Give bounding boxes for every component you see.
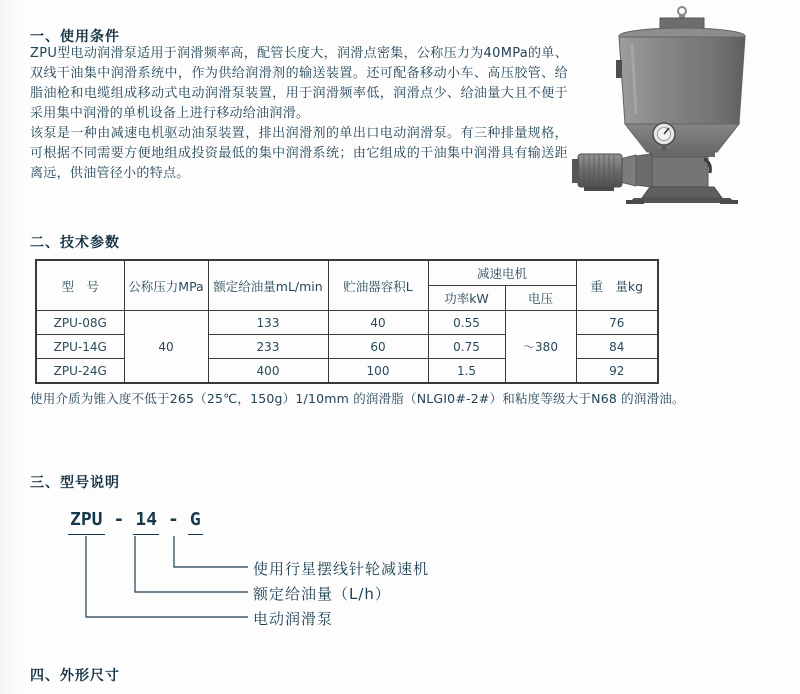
pump-hopper-cone: [625, 124, 739, 152]
connector-line-flow: [135, 536, 248, 592]
cell-model: ZPU-08G: [36, 311, 124, 335]
cell-power: 0.75: [428, 335, 505, 359]
cell-power: 0.55: [428, 311, 505, 335]
cell-flow: 400: [208, 359, 328, 384]
table-header-row-1: [36, 260, 658, 286]
motor-foot: [584, 187, 614, 191]
col-header-reservoir: 贮油器容积L: [328, 260, 428, 311]
pump-pedestal: [642, 187, 722, 198]
col-header-flow: 额定给油量mL/min: [208, 260, 328, 311]
section2-title: 二、技术参数: [30, 235, 120, 251]
cell-voltage: ～380: [505, 311, 576, 384]
motor-cooling-fins: [584, 155, 614, 186]
cell-flow: 233: [208, 335, 328, 359]
pump-gearbox: [636, 154, 652, 187]
pressure-gauge-stem: [662, 145, 666, 151]
pump-body-column: [652, 157, 708, 187]
base-foot-right: [720, 200, 738, 204]
col-header-voltage: 电压: [505, 286, 576, 311]
section3-title: 三、型号说明: [30, 475, 120, 491]
col-header-model: 型 号: [36, 260, 124, 311]
pump-reservoir-barrel: [619, 37, 745, 124]
technical-parameters-table: [35, 259, 659, 384]
section1-body: [30, 44, 568, 184]
col-header-pressure: 公称压力MPa: [124, 260, 208, 311]
model-label-reducer: 使用行星摆线针轮减速机: [253, 560, 430, 578]
section1-paragraph-1: ZPU型电动润滑泵适用于润滑频率高，配管长度大，润滑点密集，公称压力为40MPa的单、双线干油集中润滑系统中，作为供给润滑剂的输送装置。还可配备移动小车、高压胶管、给脂油枪和电缆组成移动式电动润滑泵装置，用于润滑频率低，润滑点少、给油量大且不便于采用集中润滑的单机设备上进行移动给油润滑。: [30, 46, 568, 121]
cell-model: ZPU-14G: [36, 335, 124, 359]
model-code-flow: 14: [133, 509, 159, 535]
pump-side-clamp: [616, 60, 622, 78]
lubricant-note: 使用介质为锥入度不低于265（25℃，150g）1/10mm 的润滑脂（NLGI0#-2#）和粘度等级大于N68 的润滑油。: [30, 391, 685, 406]
pump-lifting-ring: [678, 7, 686, 15]
cell-reservoir: 100: [328, 359, 428, 384]
model-code-reducer: G: [188, 509, 203, 535]
section1-title: 一、使用条件: [30, 29, 120, 45]
pump-product-photo: [572, 4, 794, 204]
cell-pressure: 40: [124, 311, 208, 384]
model-code-dash: -: [168, 509, 179, 530]
cell-weight: 92: [576, 359, 658, 384]
col-header-power: 功率kW: [428, 286, 505, 311]
col-header-motor-group: 减速电机: [428, 260, 576, 286]
section1-paragraph-2: 该泵是一种由减速电机驱动油泵装置，排出润滑剂的单出口电动润滑泵。有三种排量规格，可根据不同需要方便地组成投资最低的集中润滑系统；由它组成的干油集中润滑具有输送距离远，供油管径小的特点。: [30, 126, 568, 181]
cell-reservoir: 60: [328, 335, 428, 359]
base-foot-left: [626, 200, 644, 204]
motor-body: [578, 154, 622, 187]
cell-flow: 133: [208, 311, 328, 335]
motor-end-cap: [572, 159, 579, 183]
cell-weight: 76: [576, 311, 658, 335]
cell-weight: 84: [576, 335, 658, 359]
section4-title: 四、外形尺寸: [30, 668, 120, 684]
model-code-dash: -: [113, 509, 125, 530]
model-label-series: 电动润滑泵: [253, 610, 334, 628]
connector-line-series: [86, 536, 248, 617]
pump-base-plate: [628, 198, 736, 203]
pump-flange: [649, 151, 715, 157]
table-row: [36, 311, 658, 335]
col-header-weight: 重 量kg: [576, 260, 658, 311]
model-label-flow: 额定给油量（L/h）: [253, 585, 391, 603]
connector-line-reducer: [174, 536, 248, 567]
cell-reservoir: 40: [328, 311, 428, 335]
cell-power: 1.5: [428, 359, 505, 384]
model-code-series: ZPU: [68, 509, 105, 535]
cell-model: ZPU-24G: [36, 359, 124, 384]
